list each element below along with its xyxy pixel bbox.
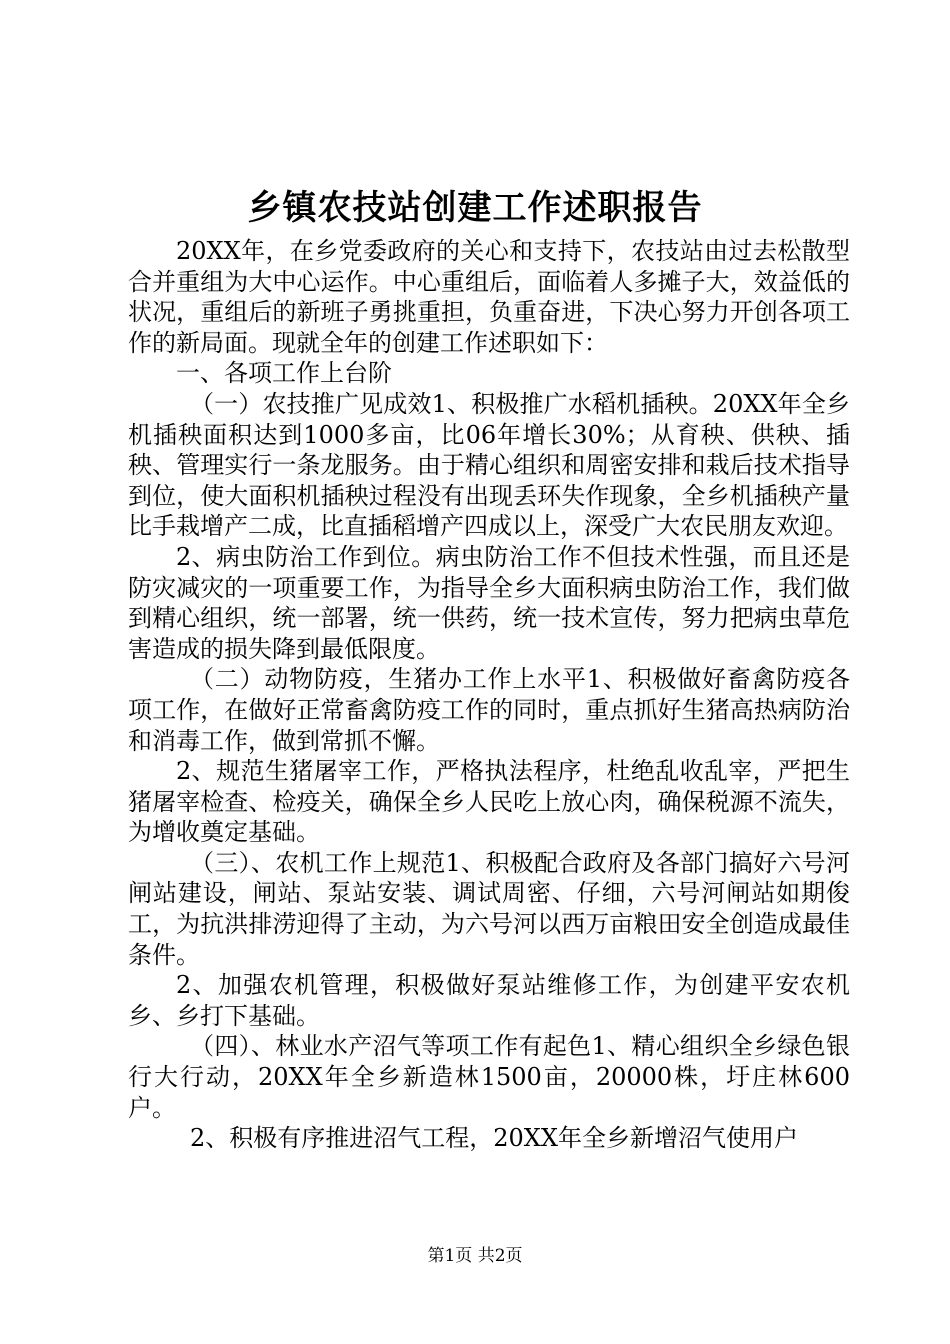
paragraph-forestry: （四）、林业水产沼气等项工作有起色1、精心组织全乡绿色银行大行动，20XX年全乡新造林1500亩，20000株，圩庄林600户。: [128, 1032, 850, 1122]
paragraph-biogas: 2、积极有序推进沼气工程，20XX年全乡新增沼气使用户: [190, 1124, 798, 1153]
document-body: [128, 236, 850, 1154]
section-heading-1: 一、各项工作上台阶: [176, 359, 392, 388]
page-number-footer: 第1页 共2页: [427, 1246, 523, 1266]
paragraph-pig-slaughter: 2、规范生猪屠宰工作，严格执法程序，杜绝乱收乱宰，严把生猪屠宰检查、检疫关，确保全乡人民吃上放心肉，确保税源不流失，为增收奠定基础。: [128, 757, 850, 847]
paragraph-animal-epidemic: （二）动物防疫，生猪办工作上水平1、积极做好畜禽防疫各项工作，在做好正常畜禽防疫工作的同时，重点抓好生猪高热病防治和消毒工作，做到常抓不懈。: [128, 665, 850, 755]
paragraph-intro: 20XX年，在乡党委政府的关心和支持下，农技站由过去松散型合并重组为大中心运作。中心重组后，面临着人多摊子大，效益低的状况，重组后的新班子勇挑重担，负重奋进，下决心努力开创各项工作的新局面。现就全年的创建工作述职如下：: [128, 237, 850, 357]
paragraph-agri-promotion: （一）农技推广见成效1、积极推广水稻机插秧。20XX年全乡机插秧面积达到1000多亩，比06年增长30%；从育秧、供秧、插秧、管理实行一条龙服务。由于精心组织和周密安排和栽后技术指导到位，使大面积机插秧过程没有出现丢环失作现象，全乡机插秧产量比手栽增产二成，比直插稻增产四成以上，深受广大农民朋友欢迎。: [128, 389, 850, 541]
paragraph-pest-control: 2、病虫防治工作到位。病虫防治工作不但技术性强，而且还是防灾减灾的一项重要工作，为指导全乡大面积病虫防治工作，我们做到精心组织，统一部署，统一供药，统一技术宣传，努力把病虫草危害造成的损失降到最低限度。: [128, 542, 850, 663]
paragraph-machinery-management: 2、加强农机管理，积极做好泵站维修工作，为创建平安农机乡、乡打下基础。: [128, 971, 850, 1030]
paragraph-agri-machinery: （三）、农机工作上规范1、积极配合政府及各部门搞好六号河闸站建设，闸站、泵站安装、调试周密、仔细，六号河闸站如期俊工，为抗洪排涝迎得了主动，为六号河以西万亩粮田安全创造成最佳条件。: [128, 848, 850, 969]
document-title: 乡镇农技站创建工作述职报告: [247, 188, 703, 228]
